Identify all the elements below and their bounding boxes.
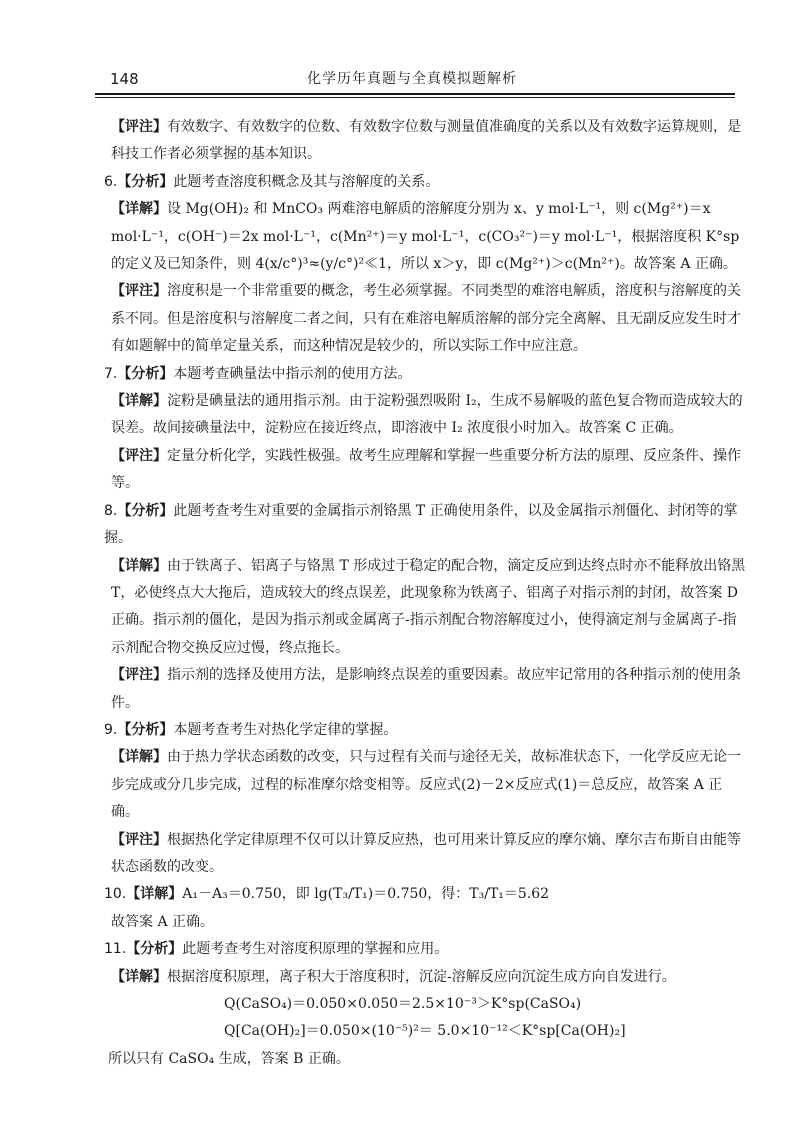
question-number: 9. bbox=[104, 721, 118, 738]
section-tag: 【评注】 bbox=[111, 447, 167, 464]
paragraph bbox=[104, 498, 749, 553]
question-number: 10. bbox=[104, 886, 127, 903]
paragraph-text: 此题考查考生对溶度积原理的掌握和应用。 bbox=[182, 941, 449, 958]
paragraph-text: 由于铁离子、铝离子与铬黑 T 形成过于稳定的配合物，滴定反应到达终点时亦不能释放出铬黑 T，必使终点大大拖后，造成较大的终点误差，此现象称为铁离子、铝离子对指示剂的封闭，故答案 D 正确。指示剂的僵化，是因为指示剂或金属离子-指示剂配合物溶解度过小，使得滴定剂与金属离子-指示剂配合物交换反应过慢，终点拖长。 bbox=[111, 557, 746, 656]
paragraph-text: 淀粉是碘量法的通用指示剂。由于淀粉强烈吸附 I₂，生成不易解吸的蓝色复合物而造成较大的误差。故间接碘量法中，淀粉应在接近终点，即溶液中 I₂ 浓度很小时加入。故答案 C 正确。 bbox=[111, 393, 743, 437]
paragraph-text: Q(CaSO₄)＝0.050×0.050＝2.5×10⁻³＞K°sp(CaSO₄) bbox=[224, 996, 582, 1012]
paragraph bbox=[104, 662, 749, 717]
section-tag: 【详解】 bbox=[111, 557, 167, 574]
question-number: 7. bbox=[104, 365, 118, 382]
question-number: 8. bbox=[104, 502, 118, 519]
paragraph bbox=[104, 114, 749, 169]
paragraph bbox=[104, 936, 749, 963]
paragraph bbox=[104, 881, 749, 908]
paragraph-text: 此题考查考生对重要的金属指示剂铬黑 T 正确使用条件，以及金属指示剂僵化、封闭等的掌握。 bbox=[104, 502, 738, 547]
book-title: 化学历年真题与全真模拟题解析 bbox=[307, 71, 517, 87]
page-number: 148 bbox=[110, 70, 139, 88]
paragraph-text: Q[Ca(OH)₂]＝0.050×(10⁻⁵)²＝ 5.0×10⁻¹²＜K°sp[Ca(OH)₂] bbox=[224, 1023, 626, 1040]
paragraph bbox=[104, 909, 749, 936]
paragraph-text: 根据热化学定律原理不仅可以计算反应热，也可用来计算反应的摩尔熵、摩尔吉布斯自由能等状态函数的改变。 bbox=[111, 831, 741, 875]
section-tag: 【详解】 bbox=[111, 968, 167, 985]
equation-line bbox=[104, 1046, 749, 1073]
paragraph-text: 本题考查考生对热化学定律的掌握。 bbox=[173, 721, 398, 738]
section-tag: 【分析】 bbox=[117, 365, 174, 382]
paragraph bbox=[104, 964, 749, 991]
paragraph-text: 定量分析化学，实践性极强。故考生应理解和掌握一些重要分析方法的原理、反应条件、操作等。 bbox=[111, 447, 741, 492]
equation-line bbox=[104, 991, 749, 1018]
equation-line bbox=[104, 1018, 749, 1045]
section-tag: 【分析】 bbox=[117, 173, 174, 190]
page-header bbox=[95, 62, 735, 96]
section-tag: 【分析】 bbox=[117, 502, 174, 519]
section-tag: 【评注】 bbox=[111, 831, 167, 848]
header-rule-thin bbox=[95, 97, 735, 98]
paragraph bbox=[104, 827, 749, 882]
section-tag: 【详解】 bbox=[111, 393, 167, 410]
question-number: 11. bbox=[104, 941, 127, 958]
paragraph-text: 指示剂的选择及使用方法，是影响终点误差的重要因素。故应牢记常用的各种指示剂的使用条件。 bbox=[111, 667, 741, 711]
paragraph-text: A₁－A₃＝0.750，即 lg(T₃/T₁)＝0.750，得：T₃/T₁＝5.62 bbox=[182, 886, 550, 903]
paragraph bbox=[104, 278, 749, 360]
paragraph-text: 有效数字、有效数字的位数、有效数字位数与测量值准确度的关系以及有效数字运算规则，是科技工作者必须掌握的基本知识。 bbox=[111, 119, 741, 163]
paragraph bbox=[104, 388, 749, 443]
paragraph-text: 故答案 A 正确。 bbox=[111, 913, 215, 930]
paragraph bbox=[104, 553, 749, 663]
section-tag: 【详解】 bbox=[111, 201, 167, 218]
paragraph bbox=[104, 361, 749, 388]
paragraph-text: 所以只有 CaSO₄ 生成，答案 B 正确。 bbox=[108, 1050, 350, 1067]
paragraph-text: 设 Mg(OH)₂ 和 MnCO₃ 两难溶电解质的溶解度分别为 x、y mol·L⁻¹，则 c(Mg²⁺)＝x mol·L⁻¹，c(OH⁻)＝2x mol·L⁻¹，c(Mn²⁺)＝y mol·L⁻¹，c(CO₃²⁻)＝y mol·L⁻¹，根据溶度积 K°sp 的定义及已知条件，则 4(x/c°)³≈(y/c°)²≪1，所以 x＞y，即 c(Mg²⁺)＞c(Mn²⁺)。故答案 A 正确。 bbox=[111, 201, 740, 273]
body-text bbox=[104, 114, 749, 1073]
paragraph bbox=[104, 717, 749, 744]
paragraph-text: 由于热力学状态函数的改变，只与过程有关而与途径无关，故标准状态下，一化学反应无论一步完成或分几步完成，过程的标准摩尔焓变相等。反应式(2)－2×反应式(1)＝总反应，故答案 A 正确。 bbox=[111, 749, 741, 821]
header-rule-thick bbox=[95, 93, 735, 95]
section-tag: 【评注】 bbox=[111, 667, 167, 684]
question-number: 6. bbox=[104, 173, 118, 190]
section-tag: 【详解】 bbox=[126, 886, 183, 903]
section-tag: 【分析】 bbox=[126, 941, 183, 958]
paragraph bbox=[104, 169, 749, 196]
paragraph bbox=[104, 443, 749, 498]
paragraph bbox=[104, 196, 749, 278]
paragraph bbox=[104, 744, 749, 826]
section-tag: 【评注】 bbox=[111, 283, 167, 300]
paragraph-text: 溶度积是一个非常重要的概念，考生必须掌握。不同类型的难溶电解质，溶度积与溶解度的关系不同。但是溶度积与溶解度二者之间，只有在难溶电解质溶解的部分完全离解、且无副反应发生时才有如题解中的简单定量关系，而这种情况是较少的，所以实际工作中应注意。 bbox=[111, 283, 741, 355]
paragraph-text: 本题考查碘量法中指示剂的使用方法。 bbox=[173, 365, 412, 382]
section-tag: 【详解】 bbox=[111, 749, 167, 766]
section-tag: 【分析】 bbox=[117, 721, 174, 738]
section-tag: 【评注】 bbox=[111, 119, 167, 135]
paragraph-text: 此题考查溶度积概念及其与溶解度的关系。 bbox=[173, 173, 440, 190]
paragraph-text: 根据溶度积原理，离子积大于溶度积时，沉淀-溶解反应向沉淀生成方向自发进行。 bbox=[167, 968, 676, 985]
